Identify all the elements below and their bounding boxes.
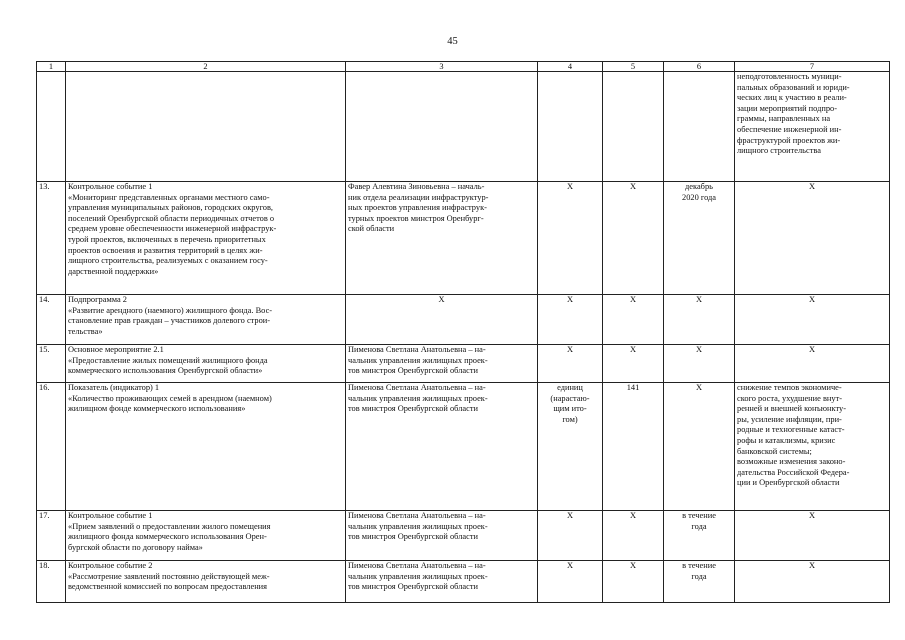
- program-table: [36, 61, 890, 603]
- risks-cell: неподготовленность муници- пальных образований и юриди- ческих лиц к участию в реали- зации мероприятий подпро- граммы, направленных на обеспечение инженерной ин- фраструктурой проектов жи- лищного строительства: [735, 72, 890, 182]
- table-row: [37, 72, 890, 182]
- responsible-cell: Пименова Светлана Анатольевна – на- чальник управления жилищных проек- тов минстроя Оренбургской области: [346, 561, 538, 603]
- header-col-2: 2: [66, 62, 346, 72]
- term-cell: [664, 72, 735, 182]
- row-number: 17.: [37, 511, 66, 561]
- header-col-7: 7: [735, 62, 890, 72]
- header-col-5: 5: [603, 62, 664, 72]
- term-cell: X: [664, 345, 735, 383]
- unit-cell: [538, 72, 603, 182]
- table-row: [37, 295, 890, 345]
- unit-cell: X: [538, 511, 603, 561]
- event-name-cell: Основное мероприятие 2.1 «Предоставление жилых помещений жилищного фонда коммерческого использования Оренбургской области»: [66, 345, 346, 383]
- header-col-4: 4: [538, 62, 603, 72]
- responsible-cell: Фавер Алевтина Зиновьевна – началь- ник отдела реализации инфраструктур- ных проектов управления инфраструк- турных проектов минстроя Оренбург- ской области: [346, 182, 538, 295]
- value-cell: [603, 72, 664, 182]
- unit-cell: X: [538, 561, 603, 603]
- row-number: 18.: [37, 561, 66, 603]
- header-col-3: 3: [346, 62, 538, 72]
- row-number: 14.: [37, 295, 66, 345]
- event-name-cell: Показатель (индикатор) 1 «Количество проживающих семей в арендном (наемном) жилищном фонде коммерческого использования»: [66, 383, 346, 511]
- responsible-cell: Пименова Светлана Анатольевна – на- чальник управления жилищных проек- тов минстроя Оренбургской области: [346, 383, 538, 511]
- unit-cell: X: [538, 345, 603, 383]
- page-number: 45: [447, 36, 458, 47]
- event-name-cell: Контрольное событие 1 «Мониторинг представленных органами местного само- управления муниципальных районов, городских округов, поселений Оренбургской области периодичных отчетов о среднем уровне обеспеченности инженерной инфраструк- турой проектов, включенных в перечень приоритетных проектов освоения и развития территорий в целях жи- лищного строительства, реализуемых с оказанием госу- дарственной поддержки»: [66, 182, 346, 295]
- table-row: [37, 511, 890, 561]
- row-number: 15.: [37, 345, 66, 383]
- responsible-cell: Пименова Светлана Анатольевна – на- чальник управления жилищных проек- тов минстроя Оренбургской области: [346, 345, 538, 383]
- risks-cell: X: [735, 561, 890, 603]
- table-row: [37, 182, 890, 295]
- term-cell: в течение года: [664, 511, 735, 561]
- value-cell: 141: [603, 383, 664, 511]
- event-name-cell: Контрольное событие 2 «Рассмотрение заявлений постоянно действующей меж- ведомственной комиссией по вопросам предоставления: [66, 561, 346, 603]
- risks-cell: снижение темпов экономиче- ского роста, ухудшение внут- ренней и внешней конъюнкту- ры, усиление инфляции, при- родные и техногенные катаст- рофы и катаклизмы, кризис банковской системы; возможные изменения законо- дательства Российской Федера- ции и Оренбургской области: [735, 383, 890, 511]
- row-number: 13.: [37, 182, 66, 295]
- term-cell: X: [664, 383, 735, 511]
- header-row: [37, 62, 890, 72]
- risks-cell: X: [735, 345, 890, 383]
- unit-cell: X: [538, 182, 603, 295]
- header-col-1: 1: [37, 62, 66, 72]
- value-cell: X: [603, 561, 664, 603]
- header-col-6: 6: [664, 62, 735, 72]
- value-cell: X: [603, 345, 664, 383]
- risks-cell: X: [735, 511, 890, 561]
- value-cell: X: [603, 295, 664, 345]
- table-row: [37, 383, 890, 511]
- event-name-cell: Контрольное событие 1 «Прием заявлений о предоставлении жилого помещения жилищного фонда коммерческого использования Орен- бургской области по договору найма»: [66, 511, 346, 561]
- row-number: 16.: [37, 383, 66, 511]
- term-cell: в течение года: [664, 561, 735, 603]
- table-row: [37, 345, 890, 383]
- unit-cell: X: [538, 295, 603, 345]
- term-cell: X: [664, 295, 735, 345]
- table-row: [37, 561, 890, 603]
- term-cell: декабрь 2020 года: [664, 182, 735, 295]
- risks-cell: X: [735, 182, 890, 295]
- responsible-cell: [346, 72, 538, 182]
- event-name-cell: Подпрограмма 2 «Развитие арендного (наемного) жилищного фонда. Вос- становление прав граждан – участников долевого строи- тельства»: [66, 295, 346, 345]
- event-name-cell: [66, 72, 346, 182]
- value-cell: X: [603, 511, 664, 561]
- unit-cell: единиц (нарастаю- щим ито- гом): [538, 383, 603, 511]
- value-cell: X: [603, 182, 664, 295]
- risks-cell: X: [735, 295, 890, 345]
- responsible-cell: Пименова Светлана Анатольевна – на- чальник управления жилищных проек- тов минстроя Оренбургской области: [346, 511, 538, 561]
- responsible-cell: X: [346, 295, 538, 345]
- row-number: [37, 72, 66, 182]
